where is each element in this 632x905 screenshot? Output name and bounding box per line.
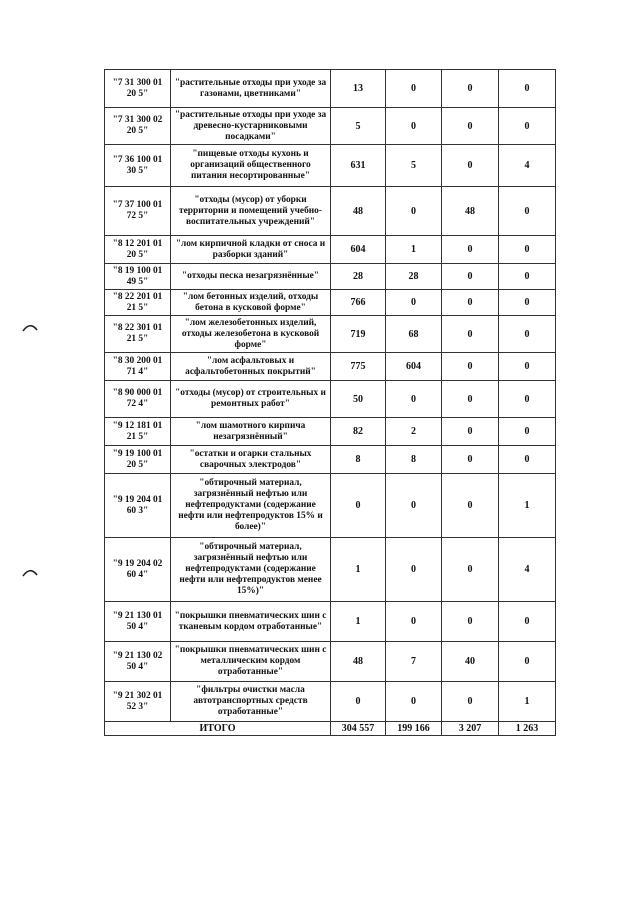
waste-code-cell: "7 36 100 01 30 5" — [105, 145, 171, 187]
value-cell-3: 0 — [442, 474, 499, 538]
waste-name-cell: "фильтры очистки масла автотранспортных средств отработанные" — [171, 682, 331, 722]
value-cell-4: 0 — [499, 381, 556, 418]
value-cell-4: 1 — [499, 474, 556, 538]
value-cell-2: 28 — [386, 264, 442, 290]
waste-code-cell: "8 90 000 01 72 4" — [105, 381, 171, 418]
value-cell-2: 604 — [386, 353, 442, 381]
table-row — [105, 290, 556, 316]
table-row — [105, 108, 556, 145]
value-cell-3: 48 — [442, 187, 499, 236]
waste-code-cell: "8 30 200 01 71 4" — [105, 353, 171, 381]
waste-name-cell: "обтирочный материал, загрязнённый нефтью или нефтепродуктами (содержание нефти или нефтепродуктов менее 15%)" — [171, 538, 331, 602]
table-row — [105, 145, 556, 187]
table-row — [105, 187, 556, 236]
value-cell-4: 1 — [499, 682, 556, 722]
value-cell-4: 0 — [499, 353, 556, 381]
value-cell-4: 0 — [499, 642, 556, 682]
waste-name-cell: "обтирочный материал, загрязнённый нефтью или нефтепродуктами (содержание нефти или нефтепродуктов 15% и более)" — [171, 474, 331, 538]
value-cell-1: 1 — [331, 602, 386, 642]
value-cell-2: 0 — [386, 381, 442, 418]
total-label: ИТОГО — [105, 722, 331, 736]
waste-name-cell: "отходы (мусор) от уборки территории и помещений учебно-воспитательных учреждений" — [171, 187, 331, 236]
value-cell-4: 0 — [499, 108, 556, 145]
waste-name-cell: "растительные отходы при уходе за газонами, цветниками" — [171, 70, 331, 108]
value-cell-2: 8 — [386, 446, 442, 474]
value-cell-1: 5 — [331, 108, 386, 145]
table-row — [105, 418, 556, 446]
value-cell-1: 1 — [331, 538, 386, 602]
waste-name-cell: "растительные отходы при уходе за древесно-кустарниковыми посадками" — [171, 108, 331, 145]
value-cell-3: 0 — [442, 418, 499, 446]
value-cell-4: 0 — [499, 187, 556, 236]
table-row — [105, 446, 556, 474]
total-row — [105, 722, 556, 736]
value-cell-4: 4 — [499, 538, 556, 602]
value-cell-3: 40 — [442, 642, 499, 682]
value-cell-3: 0 — [442, 70, 499, 108]
value-cell-1: 0 — [331, 474, 386, 538]
total-value-2: 199 166 — [386, 722, 442, 736]
table-row — [105, 538, 556, 602]
value-cell-1: 766 — [331, 290, 386, 316]
total-value-4: 1 263 — [499, 722, 556, 736]
table-row — [105, 264, 556, 290]
value-cell-3: 0 — [442, 538, 499, 602]
value-cell-4: 0 — [499, 316, 556, 353]
table-row — [105, 70, 556, 108]
value-cell-1: 719 — [331, 316, 386, 353]
waste-name-cell: "отходы песка незагрязнённые" — [171, 264, 331, 290]
value-cell-2: 68 — [386, 316, 442, 353]
value-cell-3: 0 — [442, 290, 499, 316]
waste-table — [104, 69, 556, 736]
value-cell-4: 0 — [499, 236, 556, 264]
waste-name-cell: "лом шамотного кирпича незагрязнённый" — [171, 418, 331, 446]
value-cell-2: 0 — [386, 108, 442, 145]
waste-name-cell: "лом асфальтовых и асфальтобетонных покрытий" — [171, 353, 331, 381]
waste-name-cell: "лом бетонных изделий, отходы бетона в кусковой форме" — [171, 290, 331, 316]
table-row — [105, 474, 556, 538]
waste-name-cell: "отходы (мусор) от строительных и ремонтных работ" — [171, 381, 331, 418]
value-cell-3: 0 — [442, 264, 499, 290]
value-cell-2: 0 — [386, 70, 442, 108]
value-cell-4: 0 — [499, 418, 556, 446]
waste-code-cell: "9 21 302 01 52 3" — [105, 682, 171, 722]
value-cell-1: 0 — [331, 682, 386, 722]
value-cell-3: 0 — [442, 446, 499, 474]
value-cell-1: 48 — [331, 187, 386, 236]
value-cell-2: 0 — [386, 682, 442, 722]
waste-code-cell: "9 19 100 01 20 5" — [105, 446, 171, 474]
waste-name-cell: "остатки и огарки стальных сварочных электродов" — [171, 446, 331, 474]
table-row — [105, 642, 556, 682]
value-cell-1: 631 — [331, 145, 386, 187]
value-cell-1: 8 — [331, 446, 386, 474]
value-cell-4: 0 — [499, 264, 556, 290]
value-cell-1: 775 — [331, 353, 386, 381]
value-cell-3: 0 — [442, 145, 499, 187]
value-cell-2: 5 — [386, 145, 442, 187]
total-value-3: 3 207 — [442, 722, 499, 736]
value-cell-2: 1 — [386, 236, 442, 264]
waste-name-cell: "лом кирпичной кладки от сноса и разборки зданий" — [171, 236, 331, 264]
table-row — [105, 353, 556, 381]
value-cell-1: 48 — [331, 642, 386, 682]
waste-code-cell: "8 19 100 01 49 5" — [105, 264, 171, 290]
value-cell-3: 0 — [442, 602, 499, 642]
value-cell-2: 0 — [386, 538, 442, 602]
value-cell-3: 0 — [442, 682, 499, 722]
waste-name-cell: "лом железобетонных изделий, отходы железобетона в кусковой форме" — [171, 316, 331, 353]
waste-code-cell: "9 19 204 01 60 3" — [105, 474, 171, 538]
value-cell-3: 0 — [442, 236, 499, 264]
waste-code-cell: "8 22 201 01 21 5" — [105, 290, 171, 316]
binder-hole-mark-lower — [22, 567, 38, 577]
waste-code-cell: "9 21 130 02 50 4" — [105, 642, 171, 682]
table-row — [105, 682, 556, 722]
binder-hole-mark-upper — [22, 322, 38, 332]
value-cell-1: 50 — [331, 381, 386, 418]
table-row — [105, 236, 556, 264]
value-cell-2: 7 — [386, 642, 442, 682]
waste-code-cell: "7 37 100 01 72 5" — [105, 187, 171, 236]
value-cell-4: 0 — [499, 602, 556, 642]
value-cell-2: 0 — [386, 187, 442, 236]
value-cell-2: 0 — [386, 602, 442, 642]
value-cell-2: 2 — [386, 418, 442, 446]
waste-code-cell: "7 31 300 01 20 5" — [105, 70, 171, 108]
value-cell-4: 4 — [499, 145, 556, 187]
value-cell-4: 0 — [499, 70, 556, 108]
value-cell-1: 13 — [331, 70, 386, 108]
value-cell-1: 604 — [331, 236, 386, 264]
table-row — [105, 381, 556, 418]
value-cell-4: 0 — [499, 290, 556, 316]
waste-code-cell: "7 31 300 02 20 5" — [105, 108, 171, 145]
waste-name-cell: "покрышки пневматических шин с металлическим кордом отработанные" — [171, 642, 331, 682]
waste-name-cell: "пищевые отходы кухонь и организаций общественного питания несортированные" — [171, 145, 331, 187]
waste-name-cell: "покрышки пневматических шин с тканевым кордом отработанные" — [171, 602, 331, 642]
waste-code-cell: "8 12 201 01 20 5" — [105, 236, 171, 264]
value-cell-4: 0 — [499, 446, 556, 474]
value-cell-1: 28 — [331, 264, 386, 290]
value-cell-2: 0 — [386, 290, 442, 316]
waste-code-cell: "8 22 301 01 21 5" — [105, 316, 171, 353]
waste-code-cell: "9 19 204 02 60 4" — [105, 538, 171, 602]
waste-code-cell: "9 12 181 01 21 5" — [105, 418, 171, 446]
value-cell-3: 0 — [442, 381, 499, 418]
value-cell-3: 0 — [442, 108, 499, 145]
value-cell-2: 0 — [386, 474, 442, 538]
total-value-1: 304 557 — [331, 722, 386, 736]
table-row — [105, 316, 556, 353]
table-row — [105, 602, 556, 642]
value-cell-3: 0 — [442, 316, 499, 353]
value-cell-1: 82 — [331, 418, 386, 446]
waste-code-cell: "9 21 130 01 50 4" — [105, 602, 171, 642]
value-cell-3: 0 — [442, 353, 499, 381]
